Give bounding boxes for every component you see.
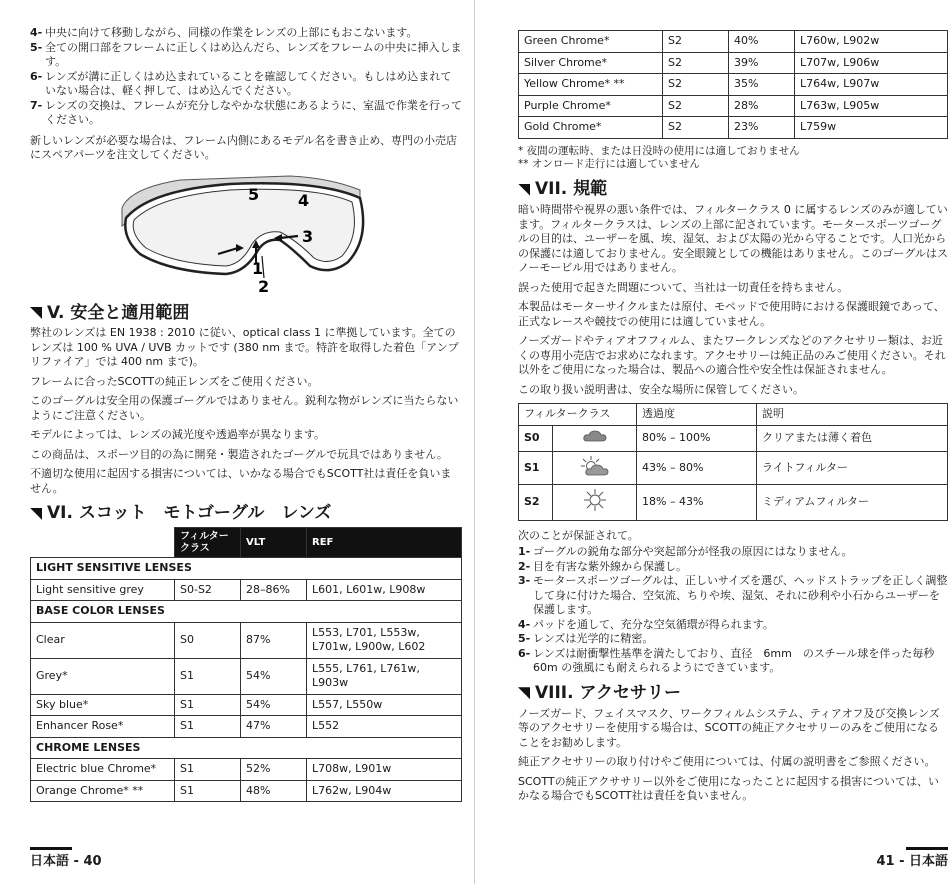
guarantee-intro: 次のことが保証されて。 (518, 528, 639, 542)
table-row: Clear S0 87% L553, L701, L553w, L701w, L900w, L602 (31, 622, 462, 658)
table-row: Silver Chrome* S2 39% L707w, L906w (519, 52, 948, 74)
paragraph: 不適切な使用に起因する損害については、いかなる場合でもSCOTT社は責任を負いません。 (30, 467, 452, 495)
table-row: Orange Chrome* ** S1 48% L762w, L904w (31, 780, 462, 802)
paragraph: モデルによっては、レンズの減光度や透過率が異なります。 (30, 428, 325, 442)
section-8-heading: VIII. アクセサリー (518, 684, 948, 703)
table-group-row: CHROME LENSES (31, 737, 462, 759)
right-content (518, 30, 948, 809)
col-vlt: VLT (241, 528, 307, 558)
table-row: S2 18% – 43% ミディアムフィルター (519, 485, 948, 521)
paragraph: この商品は、スポーツ目的の為に開発・製造されたゴーグルで玩具ではありません。 (30, 447, 448, 461)
table-row: Purple Chrome* S2 28% L763w, L905w (519, 95, 948, 117)
paragraph: フレームに合ったSCOTTの純正レンズをご使用ください。 (30, 374, 319, 388)
table-row: Gold Chrome* S2 23% L759w (519, 117, 948, 139)
list-item: 6- レンズは耐衝撃性基準を満たしており、直径 6mm のスチール球を伴った毎秒 60m の強風にも耐えられるようにできています。 (518, 646, 935, 675)
list-item: 6- レンズが溝に正しくはめ込まれていることを確認してください。もしはめ込まれていない場合は、軽く押して、はめ込んでください。 (30, 69, 452, 98)
sun-cloud-icon (580, 455, 610, 477)
list-item: 4- 中央に向けて移動しながら、同様の作業をレンズの上部にもおこないます。 (30, 26, 418, 39)
table-row: Grey* S1 54% L555, L761, L761w, L903w (31, 658, 462, 694)
lens-table-continued (518, 30, 948, 139)
page-gutter (474, 0, 475, 884)
paragraph: 弊社のレンズは EN 1938 : 2010 に従い、optical class 1 に準拠しています。全てのレンズは 100 % UVA / UVB カットです (380 nm まで。特許を取得した着色「アンプリファイア」では 400 nm まで)。 (30, 326, 459, 369)
section-marker-icon (518, 687, 530, 699)
paragraph: この取り扱い説明書は、安全な場所に保管してください。 (518, 382, 804, 396)
section-marker-icon (30, 307, 42, 319)
list-item: 7- レンズの交換は、フレームが充分しなやかな状態にあるように、室温で作業を行ってください。 (30, 98, 462, 127)
section-5-heading: V. 安全と適用範囲 (30, 304, 462, 323)
table-group-row: LIGHT SENSITIVE LENSES (31, 558, 462, 580)
cloud-icon (582, 429, 608, 443)
callout-2: 2 (258, 276, 270, 296)
table-header-row: フィルタークラス 透過度 説明 (519, 404, 948, 426)
col-filter-class: フィルター クラス (175, 528, 241, 558)
paragraph: ノーズガードやティアオフフィルム、またワークレンズなどのアクセサリー類は、お近くの専用小売店でお求めになれます。アクセサリーは純正品のみご使用ください。それ以外をご使用になった場合は、製品への適合性や安全性は保証されません。 (518, 334, 946, 377)
paragraph: SCOTTの純正アクササリー以外をご使用になったことに起因する損害については、いかなる場合でもSCOTT社は責任を負いません。 (518, 774, 940, 803)
list-item: 5- レンズは光学的に精密。 (518, 632, 654, 646)
list-item: 3- モータースポーツゴーグルは、正しいサイズを選び、ヘッドストラップを正しく調整して身に付けた場合、空気流、ちりや埃、湿気、それに砂利や小石からユーザーを保護します。 (518, 574, 948, 617)
spare-parts-paragraph: 新しいレンズが必要な場合は、フレーム内側にあるモデル名を書き止め、専門の小売店にスペアパーツを注文してください。 (30, 133, 457, 162)
table-header-row (31, 528, 462, 558)
page-footer-right: 41 - 日本語 (876, 853, 948, 870)
right-page (476, 0, 950, 884)
goggle-drawing (30, 168, 462, 296)
table-row: Sky blue* S1 54% L557, L550w (31, 694, 462, 716)
paragraph: 誤った使用で起きた問題について、当社は一切責任を持ちません。 (518, 280, 849, 294)
section-marker-icon (518, 184, 530, 196)
left-page (0, 0, 474, 884)
list-item: 1- ゴーグルの鋭角な部分や突起部分が怪我の原因にはなりません。 (518, 545, 853, 559)
table-row: S0 80% – 100% クリアまたは薄く着色 (519, 425, 948, 451)
paragraph: ノーズガード、フェイスマスク、ワークフィルムシステム、ティアオフ及び交換レンズ等のアクセサリーを使用する場合は、SCOTTの純正アクセサリーのみをご使用になることをお勧めします。 (518, 706, 940, 749)
callout-4: 4 (298, 190, 310, 210)
left-content (30, 26, 462, 802)
page-footer-left: 日本語 - 40 (30, 853, 102, 870)
paragraph: このゴーグルは安全用の保護ゴーグルではありません。鋭利な物がレンズに当たらないようにご注意ください。 (30, 394, 459, 422)
table-group-row: BASE COLOR LENSES (31, 601, 462, 623)
section-6-heading: VI. スコット モトゴーグル レンズ (30, 504, 462, 523)
callout-5: 5 (248, 184, 260, 204)
table-row: Yellow Chrome* ** S2 35% L764w, L907w (519, 74, 948, 96)
table-row: Green Chrome* S2 40% L760w, L902w (519, 31, 948, 53)
install-steps (30, 26, 462, 128)
paragraph: 暗い時間帯や視界の悪い条件では、フィルタークラス 0 に属するレンズのみが適しています。フィルタークラスは、レンズの上部に記されています。モータースポーツゴーグルの目的は、ユーザーを風、埃、湿気、および太陽の光から守ることです。人口光からの保護には適しておりません。安全眼鏡としての機能はありません。このゴーグルはスノーモービル用ではありません。 (518, 202, 948, 275)
col-ref: REF (307, 528, 462, 558)
table-notes: * 夜間の運転時、または日没時の使用には適しておりません ** オンロード走行には適していません (518, 144, 800, 171)
paragraph: 純正アクセサリーの取り付けやご使用については、付属の説明書をご参照ください。 (518, 755, 936, 769)
guarantee-list (518, 545, 948, 676)
list-item: 2- 目を有害な紫外線から保護し。 (518, 559, 687, 573)
table-row: Enhancer Rose* S1 47% L552 (31, 716, 462, 738)
callout-3: 3 (302, 226, 314, 246)
paragraph: 本製品はモーターサイクルまたは原付、モペッドで使用時における保護眼鏡であって、正式なレースや競技での使用には適していません。 (518, 300, 945, 328)
goggle-illustration (30, 168, 462, 296)
table-row: Electric blue Chrome* S1 52% L708w, L901w (31, 759, 462, 781)
table-row: Light sensitive grey S0-S2 28–86% L601, L601w, L908w (31, 579, 462, 601)
section-7-heading: VII. 規範 (518, 180, 948, 199)
list-item: 5- 全ての開口部をフレームに正しくはめ込んだら、レンズをフレームの中央に挿入します。 (30, 40, 462, 69)
callout-1: 1 (252, 258, 264, 278)
filter-class-table (518, 403, 948, 521)
section-marker-icon (30, 508, 42, 520)
lens-table (30, 527, 462, 802)
list-item: 4- パッドを通して、充分な空気循環が得られます。 (518, 617, 774, 631)
table-row: S1 43% – 80% ライトフィルター (519, 451, 948, 485)
sun-icon (583, 488, 607, 512)
